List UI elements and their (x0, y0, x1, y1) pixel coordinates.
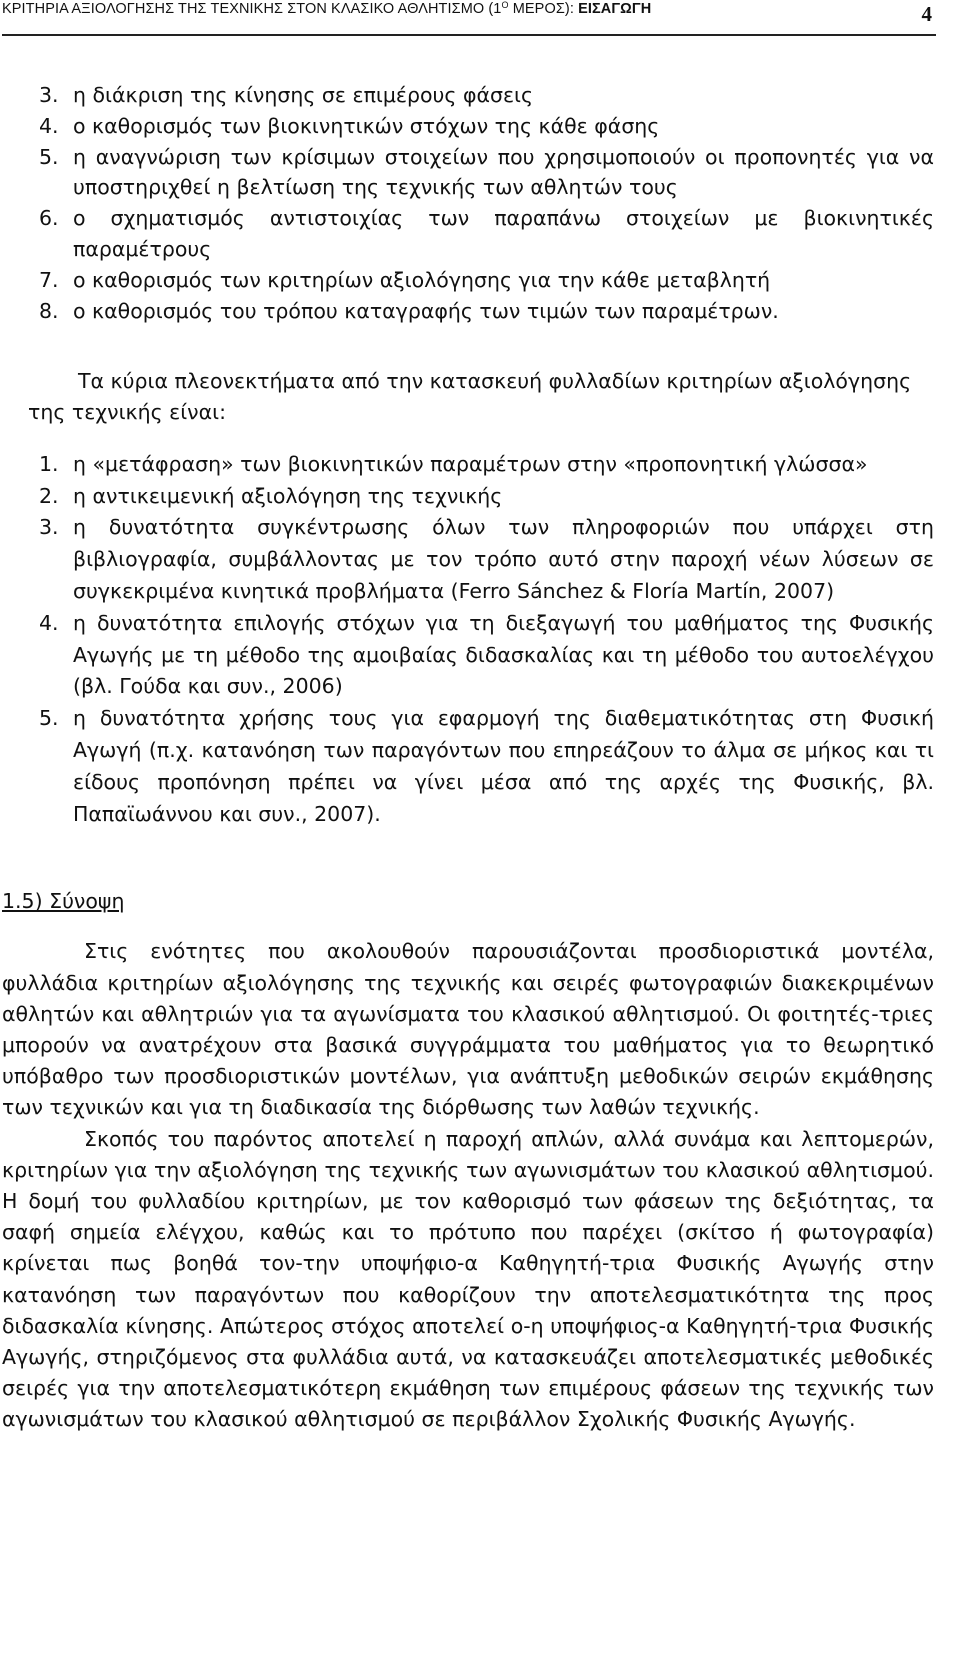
list-text: η διάκριση της κίνησης σε επιμέρους φάσεις (73, 83, 534, 107)
list-text: η αντικειμενική αξιολόγηση της τεχνικής (73, 483, 503, 508)
header-title (2, 0, 651, 17)
header-title-sup: Ο (501, 0, 509, 10)
list-number: 4. (39, 113, 59, 138)
header-title-prefix: ΚΡΙΤΗΡΙΑ ΑΞΙΟΛΟΓΗΣΗΣ ΤΗΣ ΤΕΧΝΙΚΗΣ ΣΤΟΝ ΚΛΑΣΙΚΟ ΑΘΛΗΤΙΣΜΟ (1 (2, 1, 502, 17)
list-number: 5. (39, 706, 59, 731)
running-header (2, 0, 936, 36)
list-number: 2. (39, 483, 59, 508)
page-number: 4 (921, 2, 932, 26)
list-item (30, 265, 934, 296)
list-number: 1. (39, 451, 59, 476)
list-text: η αναγνώριση των κρίσιμων στοιχείων που χρησιμοποιούν οι προπονητές για να υποστηριχθεί η βελτίωση της τεχνικής των αθλητών τους (73, 144, 934, 200)
advantages-list (30, 449, 934, 831)
list-item (30, 296, 934, 327)
list-text: ο σχηματισμός αντιστοιχίας των παραπάνω στοιχείων με βιοκινητικές παραμέτρους (73, 206, 934, 261)
list-number: 3. (39, 83, 59, 107)
summary-paragraph-2: Σκοπός του παρόντος αποτελεί η παροχή απλών, αλλά συνάμα και λεπτομερών, κριτηρίων για την αξιολόγηση της τεχνικής των αγωνισμάτων του κλασικού αθλητισμού. Η δομή του φυλλαδίου κριτηρίων, με τον καθορισμό των φάσεων της δεξιότητας, τα σαφή σημεία ελέγχου, καθώς και το πρότυπο που παρέχει (σκίτσο ή φωτογραφία) κρίνεται πως βοηθά τον-την υποψήφιο-α Καθηγητή-τρια Φυσικής Αγωγής στην κατανόηση των παραγόντων που καθορίζουν την αποτελεσματικότητα της προς διδασκαλία κίνησης. Απώτερος στόχος αποτελεί ο-η υποψήφιος-α Καθηγητή-τρια Φυσικής Αγωγής, στηριζόμενος στα φυλλάδια αυτά, να κατασκευάζει αποτελεσματικές μεθοδικές σειρές για την αποτελεσματικότερη εκμάθηση των επιμέρους φάσεων της τεχνικής των αγωνισμάτων του κλασικού αθλητισμού σε περιβάλλον Σχολικής Φυσικής Αγωγής. (2, 1126, 934, 1432)
list-item (30, 481, 934, 513)
summary-paragraph-1: Στις ενότητες που ακολουθούν παρουσιάζονται προσδιοριστικά μοντέλα, φυλλάδια κριτηρίων αξιολόγησης της τεχνικής και σειρές φωτογραφιών διακεκριμένων αθλητών και αθλητριών για τα αγωνίσματα του κλασικού αθλητισμού. Οι φοιτητές-τριες μπορούν να ανατρέχουν στα βασικά συγγράμματα του μαθήματος για το θεωρητικό υπόβαθρο των προσδιοριστικών μοντέλων, για ανάπτυξη μεθοδικών σειρών εκμάθησης των τεχνικών και για τη διαδικασία της διόρθωσης των λαθών τεχνικής. (2, 939, 934, 1120)
list-text: ο καθορισμός των βιοκινητικών στόχων της κάθε φάσης (73, 113, 660, 138)
list-text: η «μετάφραση» των βιοκινητικών παραμέτρων στην «προπονητική γλώσσα» (73, 451, 868, 476)
list-number: 7. (39, 267, 59, 292)
advantages-intro: Τα κύρια πλεονεκτήματα από την κατασκευή φυλλαδίων κριτηρίων αξιολόγησης της τεχνικής είναι: (28, 369, 912, 425)
header-title-bold: ΕΙΣΑΓΩΓΗ (578, 1, 652, 17)
header-title-middle: ΜΕΡΟΣ): (508, 1, 579, 17)
steps-list (30, 80, 934, 326)
list-number: 8. (39, 298, 59, 323)
list-item (30, 142, 934, 204)
list-number: 3. (39, 515, 59, 540)
list-item (30, 80, 934, 111)
list-number: 4. (39, 610, 59, 635)
section-heading: 1.5) Σύνοψη (2, 889, 125, 914)
list-item (30, 512, 934, 607)
list-item (30, 111, 934, 142)
list-item (30, 449, 934, 481)
list-text: η δυνατότητα επιλογής στόχων για τη διεξαγωγή του μαθήματος της Φυσικής Αγωγής με τη μέθοδο της αμοιβαίας διδασκαλίας και τη μέθοδο του αυτοελέγχου (βλ. Γούδα και συν., 2006) (73, 610, 934, 699)
list-text: η δυνατότητα συγκέντρωσης όλων των πληροφοριών που υπάρχει στη βιβλιογραφία, συμβάλλοντας με τον τρόπο αυτό στην παροχή νέων λύσεων σε συγκεκριμένα κινητικά προβλήματα (Ferro Sánchez & Floría Martín, 2007) (73, 515, 934, 604)
list-item (30, 203, 934, 265)
list-text: ο καθορισμός του τρόπου καταγραφής των τιμών των παραμέτρων. (73, 298, 779, 323)
list-number: 6. (39, 206, 59, 231)
list-text: ο καθορισμός των κριτηρίων αξιολόγησης για την κάθε μεταβλητή (73, 267, 771, 292)
list-item (30, 608, 934, 703)
list-text: η δυνατότητα χρήσης τους για εφαρμογή της διαθεματικότητας στη Φυσική Αγωγή (π.χ. κατανόηση των παραγόντων που επηρεάζουν το άλμα σε μήκος και τι είδους προπόνηση πρέπει να γίνει μέσα από της αρχές της Φυσικής, βλ. Παπαϊωάννου και συν., 2007). (73, 706, 934, 826)
list-item (30, 703, 934, 830)
list-number: 5. (39, 144, 59, 169)
